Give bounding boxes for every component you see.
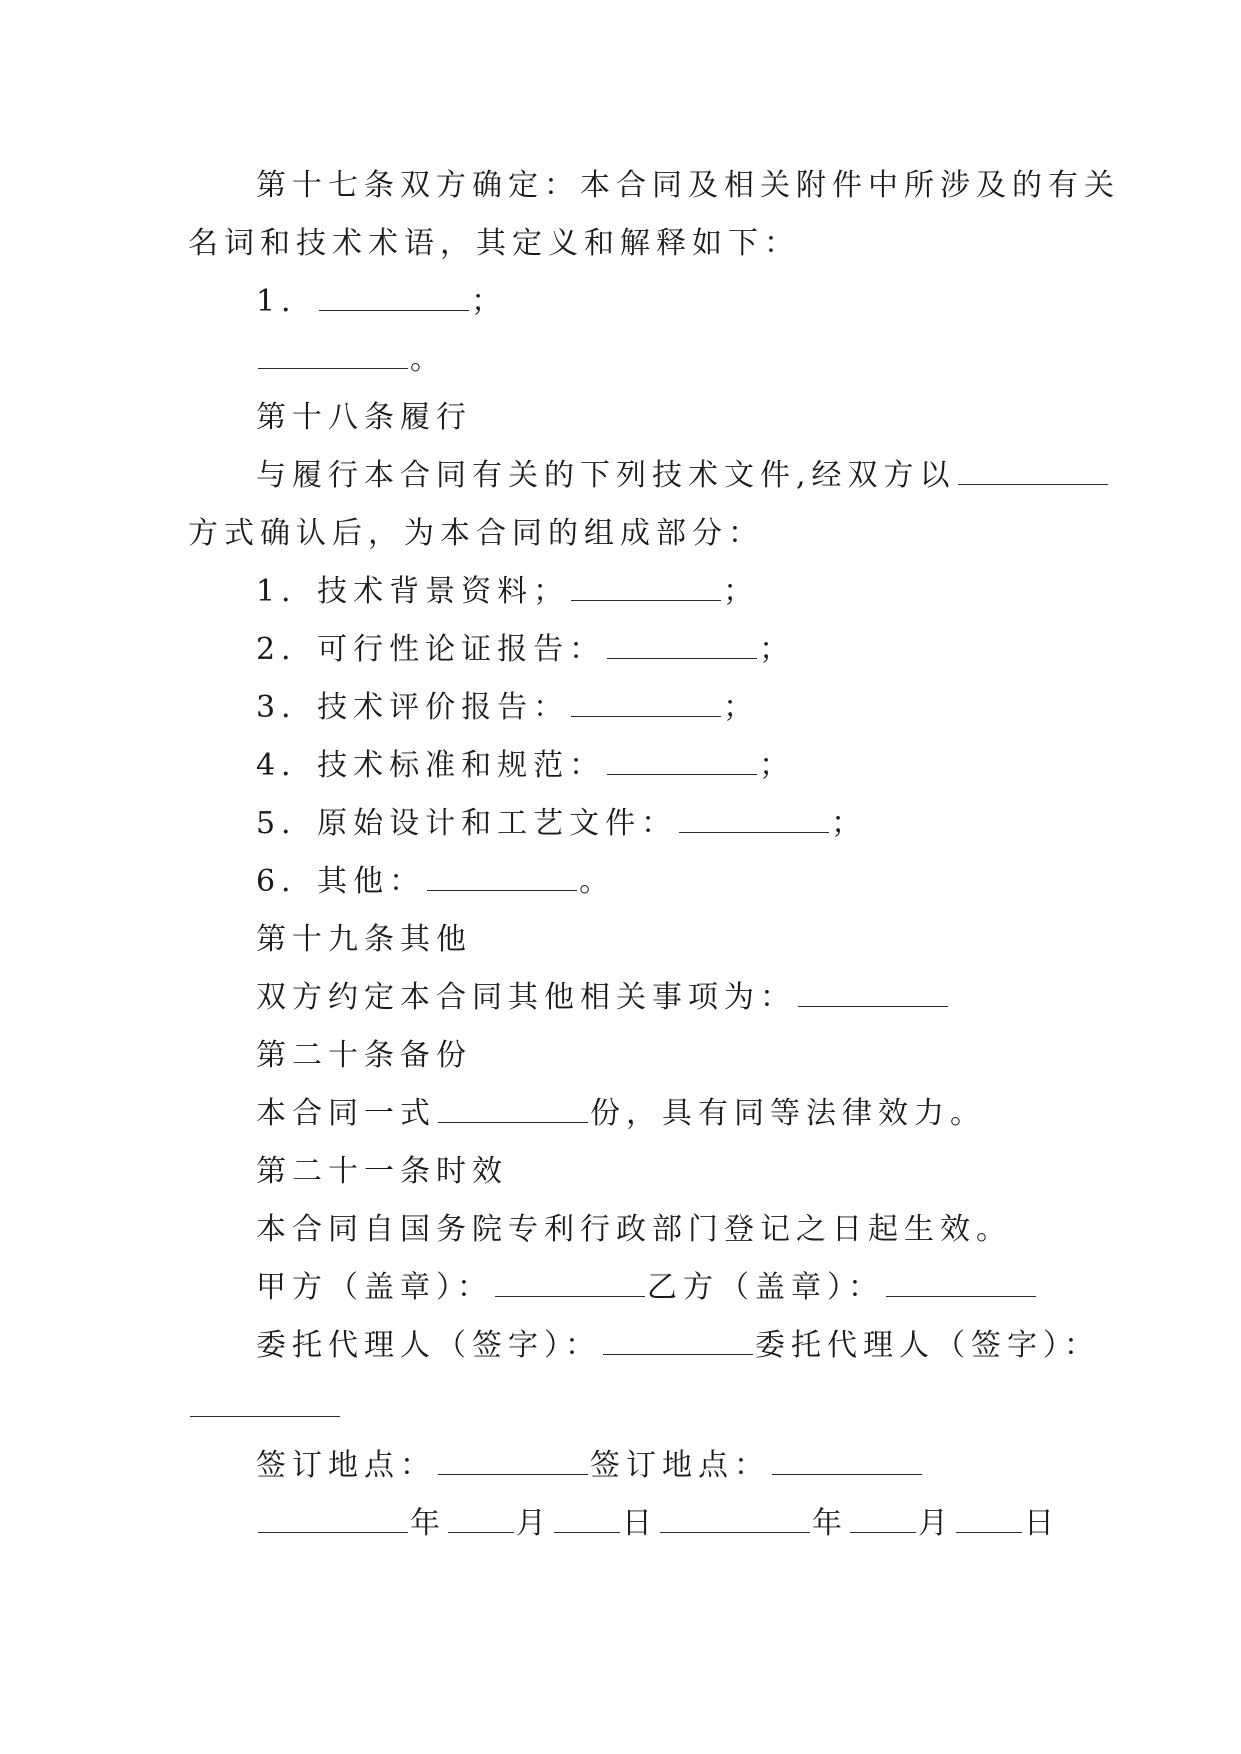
year-a-field[interactable]: [258, 1506, 408, 1533]
agent-b-label: 委托代理人（签字）：: [755, 1328, 1100, 1363]
place-a-field[interactable]: [438, 1448, 588, 1475]
day-a-label: 日: [622, 1506, 658, 1541]
article-18-intro: [256, 456, 1110, 496]
article-18-item: [256, 804, 867, 844]
place-b-field[interactable]: [772, 1448, 922, 1475]
article-18-item: [256, 572, 759, 612]
intro-text: 与履行本合同有关的下列技术文件,经双方以: [256, 458, 956, 493]
article-17-line-2: 名词和技术术语，其定义和解释如下：: [188, 226, 800, 261]
item-end-punct: ；: [723, 574, 760, 609]
year-a-label: 年: [410, 1506, 446, 1541]
article-21-title: 第二十一条时效: [256, 1154, 508, 1189]
fill-blank[interactable]: [571, 690, 721, 717]
fill-blank[interactable]: [607, 748, 757, 775]
place-a-label: 签订地点：: [256, 1448, 436, 1483]
article-17-item-1: [256, 282, 507, 322]
article-19-title: 第十九条其他: [256, 922, 472, 957]
agent-a-label: 委托代理人（签字）：: [256, 1328, 601, 1363]
item-label: 5．原始设计和工艺文件：: [256, 806, 678, 841]
fill-blank[interactable]: [427, 864, 577, 891]
month-b-label: 月: [918, 1506, 954, 1541]
article-20-title: 第二十条备份: [256, 1038, 472, 1073]
year-b-label: 年: [812, 1506, 848, 1541]
item-end-punct: ；: [759, 632, 796, 667]
fill-blank[interactable]: [438, 1096, 588, 1123]
article-20-text: [256, 1094, 986, 1134]
fill-blank[interactable]: [958, 458, 1108, 485]
item-end-punct: ；: [831, 806, 868, 841]
article-19-text: [256, 978, 950, 1018]
article-17-item-2: [256, 340, 446, 380]
fill-blank[interactable]: [679, 806, 829, 833]
item-label: 1．技术背景资料；: [256, 574, 570, 609]
signing-date-line: [256, 1504, 1060, 1544]
month-a-field[interactable]: [448, 1506, 514, 1533]
article-19-body: 双方约定本合同其他相关事项为：: [256, 980, 796, 1015]
item-label: 3．技术评价报告：: [256, 690, 570, 725]
month-a-label: 月: [516, 1506, 552, 1541]
day-a-field[interactable]: [554, 1506, 620, 1533]
fill-blank[interactable]: [607, 632, 757, 659]
agent-b-signature-field[interactable]: [190, 1390, 340, 1417]
item-end-punct: ；: [759, 748, 796, 783]
month-b-field[interactable]: [850, 1506, 916, 1533]
party-b-label: 乙方（盖章）：: [647, 1270, 884, 1305]
day-b-field[interactable]: [956, 1506, 1022, 1533]
article-21-text: 本合同自国务院专利行政部门登记之日起生效。: [256, 1212, 1012, 1247]
item-number: 1．: [256, 284, 318, 319]
agent-signature-line: [256, 1326, 1100, 1366]
item-label: 6．其他：: [256, 864, 426, 899]
article-18-item: [256, 688, 759, 728]
item-label: 2．可行性论证报告：: [256, 632, 606, 667]
place-b-label: 签订地点：: [590, 1448, 770, 1483]
item-end-punct: ；: [723, 690, 760, 725]
item-end-punct: 。: [410, 342, 446, 377]
article-17-line-1: 第十七条双方确定：本合同及相关附件中所涉及的有关: [256, 168, 1120, 203]
fill-blank[interactable]: [571, 574, 721, 601]
item-label: 4．技术标准和规范：: [256, 748, 606, 783]
party-a-seal-field[interactable]: [495, 1270, 645, 1297]
agent-b-signature-line: [188, 1388, 342, 1428]
item-end-punct: ；: [471, 284, 508, 319]
fill-blank[interactable]: [258, 342, 408, 369]
party-seal-line: [256, 1268, 1038, 1308]
fill-blank[interactable]: [798, 980, 948, 1007]
party-a-label: 甲方（盖章）：: [256, 1270, 493, 1305]
signing-place-line: [256, 1446, 924, 1486]
article-18-intro-line-2: 方式确认后，为本合同的组成部分：: [188, 516, 764, 551]
article-18-title: 第十八条履行: [256, 400, 472, 435]
article-18-item: [256, 630, 795, 670]
party-b-seal-field[interactable]: [886, 1270, 1036, 1297]
agent-a-signature-field[interactable]: [603, 1328, 753, 1355]
year-b-field[interactable]: [660, 1506, 810, 1533]
article-18-item: [256, 862, 615, 902]
article-20-body-start: 本合同一式: [256, 1096, 436, 1131]
article-18-item: [256, 746, 795, 786]
article-20-body-end: 份，具有同等法律效力。: [590, 1096, 986, 1131]
item-end-punct: 。: [579, 864, 616, 899]
fill-blank[interactable]: [319, 284, 469, 311]
day-b-label: 日: [1024, 1506, 1060, 1541]
